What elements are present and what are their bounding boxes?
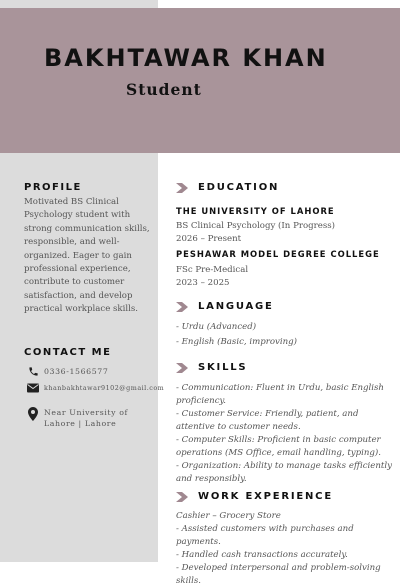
contact-phone: [26, 366, 108, 377]
education-years: 2026 – Present: [176, 234, 242, 244]
list-item: - Assisted customers with purchases and payments.: [176, 524, 354, 547]
list-item: - English (Basic, improving): [176, 337, 298, 347]
skills-title: SKILLS: [198, 362, 248, 373]
profile-heading: PROFILE: [24, 182, 82, 193]
experience-title: WORK EXPERIENCE: [198, 491, 333, 502]
education-title: EDUCATION: [198, 182, 280, 193]
resume-role: Student: [126, 80, 202, 99]
list-item: - Computer Skills: Proficient in basic computer operations (MS Office, email handling, typing).: [176, 435, 382, 458]
list-item: - Customer Service: Friendly, patient, and attentive to customer needs.: [176, 409, 359, 432]
language-title: LANGUAGE: [198, 301, 274, 312]
list-item: - Organization: Ability to manage tasks efficiently and responsibly.: [176, 461, 392, 484]
experience-list: [176, 510, 394, 588]
envelope-icon: [26, 383, 40, 393]
experience-heading: [176, 491, 333, 502]
address-text: Near University of Lahore | Lahore: [44, 408, 129, 428]
chevron-icon: [176, 363, 190, 373]
resume-name: BAKHTAWAR KHAN: [44, 44, 328, 72]
education-degree: BS Clinical Psychology (In Progress): [176, 221, 336, 231]
phone-icon: [26, 366, 40, 377]
skills-heading: [176, 362, 247, 373]
chevron-icon: [176, 183, 190, 193]
education-institution: PESHAWAR MODEL DEGREE COLLEGE: [176, 249, 380, 259]
education-heading: [176, 182, 279, 193]
list-item: - Developed interpersonal and problem-solving skills.: [176, 563, 381, 586]
education-degree: FSc Pre-Medical: [176, 265, 249, 275]
contact-email: [26, 383, 165, 394]
chevron-icon: [176, 302, 190, 312]
skills-list: [176, 382, 394, 486]
location-pin-icon: [26, 407, 40, 421]
experience-role: Cashier – Grocery Store: [176, 511, 281, 521]
education-years: 2023 – 2025: [176, 278, 230, 288]
list-item: - Handled cash transactions accurately.: [176, 550, 348, 560]
phone-number: 0336-1566577: [44, 367, 109, 376]
list-item: - Communication: Fluent in Urdu, basic English proficiency.: [176, 383, 384, 406]
education-institution: THE UNIVERSITY OF LAHORE: [176, 206, 335, 216]
contact-heading: CONTACT ME: [24, 347, 112, 358]
email-address: khanbakhtawar9102@gmail.com: [44, 384, 165, 392]
list-item: - Urdu (Advanced): [176, 322, 257, 332]
language-list: [176, 321, 394, 349]
profile-text: Motivated BS Clinical Psychology student with strong communication skills, responsible, and well-organized. Eager to gain professional experience, contribute to customer satisfaction, and develop practical workplace skills.: [24, 197, 150, 315]
chevron-icon: [176, 492, 190, 502]
contact-address: [26, 407, 136, 429]
language-heading: [176, 301, 274, 312]
